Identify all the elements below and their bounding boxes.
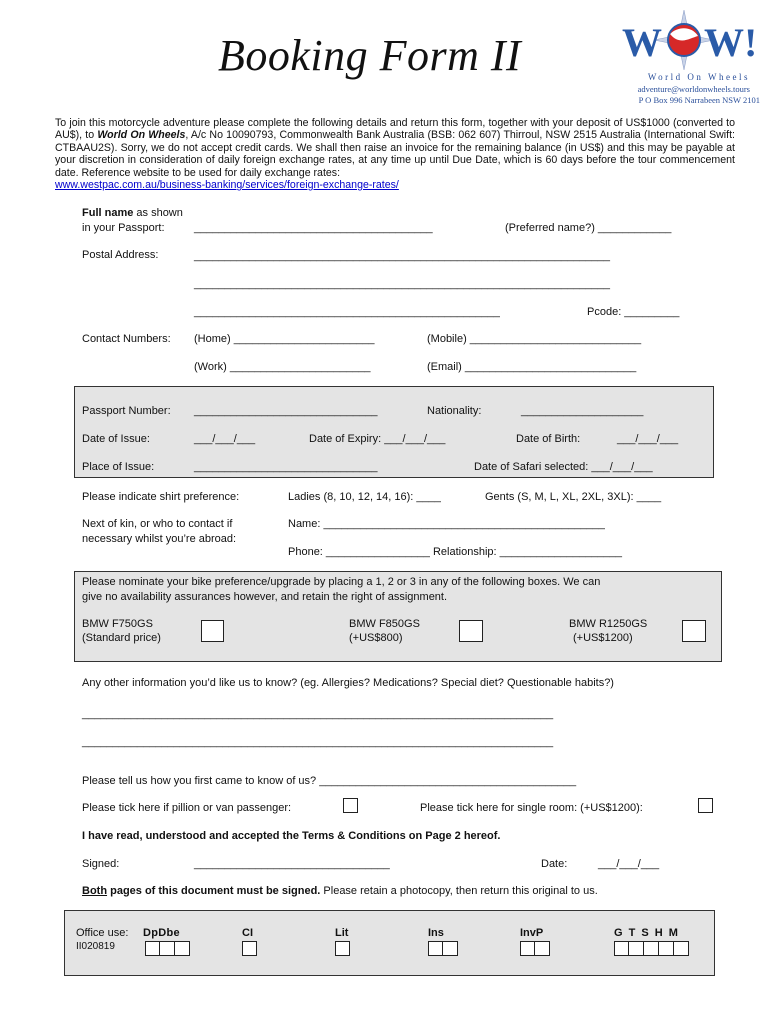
place-of-issue-label: Place of Issue: (82, 461, 155, 473)
office-t-checkbox[interactable] (628, 941, 644, 956)
postal-address-line-1[interactable]: ____________________________________________________________________ (194, 250, 611, 262)
office-inv-checkbox[interactable] (520, 941, 535, 956)
bike-f850gs-checkbox[interactable] (459, 620, 483, 642)
svg-text:W: W (622, 20, 662, 65)
home-phone-field[interactable]: (Home) _______________________ (194, 333, 375, 345)
other-info-line-1[interactable]: _____________________________________________________________________________ (82, 708, 554, 720)
office-p-checkbox[interactable] (534, 941, 550, 956)
place-of-issue-field[interactable]: ______________________________ (194, 461, 378, 473)
date-of-issue-label: Date of Issue: (82, 433, 150, 445)
bike-instruction-1: Please nominate your bike preference/upgrade by placing a 1, 2 or 3 in any of the following boxes. We can (82, 576, 601, 588)
company-logo (612, 8, 762, 108)
fullname-field[interactable]: _______________________________________ (194, 222, 433, 234)
svg-text:W!: W! (704, 20, 758, 65)
passport-number-field[interactable]: ______________________________ (194, 405, 378, 417)
logo-email: adventure@worldonwheels.tours (637, 84, 750, 94)
exchange-rate-link[interactable]: www.westpac.com.au/business-banking/services/foreign-exchange-rates/ (55, 179, 399, 192)
office-use-label: Office use: (76, 927, 129, 939)
next-of-kin-label: Next of kin, or who to contact if (82, 518, 233, 530)
postal-address-line-2[interactable]: ____________________________________________________________________ (194, 278, 611, 290)
bike-f750gs-checkbox[interactable] (201, 620, 224, 642)
office-field-label: InvP (520, 927, 544, 939)
office-e-checkbox[interactable] (174, 941, 190, 956)
office-field-label: Lit (335, 927, 349, 939)
mobile-phone-field[interactable]: (Mobile) ____________________________ (427, 333, 642, 345)
office-field-label: Ins (428, 927, 444, 939)
signature-date-field[interactable]: ___/___/___ (598, 858, 660, 870)
single-room-checkbox[interactable] (698, 798, 713, 813)
office-lit-checkbox[interactable] (335, 941, 350, 956)
pcode-field[interactable]: Pcode: _________ (587, 306, 680, 318)
contact-numbers-label: Contact Numbers: (82, 333, 171, 345)
fullname-label-2: in your Passport: (82, 222, 165, 234)
declaration-text: I have read, understood and accepted the Terms & Conditions on Page 2 hereof. (82, 830, 501, 842)
office-ins-2-checkbox[interactable] (442, 941, 458, 956)
kin-name-field[interactable]: Name: ______________________________________________ (288, 518, 605, 530)
next-of-kin-label-2: necessary whilst you’re abroad: (82, 533, 237, 545)
nationality-label: Nationality: (427, 405, 482, 417)
how-heard-field[interactable]: Please tell us how you first came to know of us? __________________________________________ (82, 775, 577, 787)
kin-phone-field[interactable]: Phone: _________________ Relationship: ____________________ (288, 546, 622, 558)
intro-company: World On Wheels (97, 129, 186, 142)
bike-instruction-2: give no availability assurances however, and retain the right of assignment. (82, 591, 448, 603)
office-field-label: G T S H M (614, 927, 680, 939)
shirt-ladies-field[interactable]: Ladies (8, 10, 12, 14, 16): ____ (288, 491, 441, 503)
other-info-line-2[interactable]: _____________________________________________________________________________ (82, 736, 554, 748)
intro-text-2: , A/c No 10090793, Commonwealth Bank Australia (BSB: 062 607) Thirroul, NSW 2515 Australia (International Swift: CTBAAU2S). Sorry, we do not accept credit cards. We shall then raise an invoice for the remaining balance (in US$) and this may be payable at your discretion in consideration of daily foreign exchange rates, at any time up until Due Date, which is 60 days before the tour commencement date. Reference website to be used for daily exchange rates: (55, 129, 735, 179)
office-dp-checkbox[interactable] (145, 941, 160, 956)
page-title: Booking Form II (218, 31, 522, 80)
wow-logo-icon (612, 8, 762, 78)
bike-option-price: (Standard price) (82, 632, 161, 644)
passport-number-label: Passport Number: (82, 405, 171, 417)
signed-label: Signed: (82, 858, 120, 870)
logo-name: World On Wheels (647, 72, 750, 82)
nationality-field[interactable]: ____________________ (521, 405, 644, 417)
bike-option-name: BMW F750GS (82, 618, 153, 630)
date-of-expiry-field[interactable]: Date of Expiry: ___/___/___ (309, 433, 446, 445)
bike-option-price: (+US$800) (349, 632, 403, 644)
bike-option-price: (+US$1200) (573, 632, 633, 644)
office-ins-1-checkbox[interactable] (428, 941, 443, 956)
fullname-label: Full name as shown (82, 207, 183, 219)
pillion-checkbox[interactable] (343, 798, 358, 813)
office-m-checkbox[interactable] (673, 941, 689, 956)
shirt-preference-label: Please indicate shirt preference: (82, 491, 240, 503)
bike-option-name: BMW F850GS (349, 618, 420, 630)
date-of-birth-field[interactable]: ___/___/___ (617, 433, 679, 445)
office-h-checkbox[interactable] (658, 941, 674, 956)
shirt-gents-field[interactable]: Gents (S, M, L, XL, 2XL, 3XL): ____ (485, 491, 662, 503)
office-field-label: CI (242, 927, 253, 939)
date-of-birth-label: Date of Birth: (516, 433, 581, 445)
pillion-label: Please tick here if pillion or van passenger: (82, 802, 292, 814)
safari-date-field[interactable]: Date of Safari selected: ___/___/___ (474, 461, 653, 473)
office-field-label: DpDbe (143, 927, 180, 939)
bike-r1250gs-checkbox[interactable] (682, 620, 706, 642)
date-label: Date: (541, 858, 568, 870)
date-of-issue-field[interactable]: ___/___/___ (194, 433, 256, 445)
logo-address: P O Box 996 Narrabeen NSW 2101 (638, 95, 760, 105)
office-s-checkbox[interactable] (643, 941, 659, 956)
intro-paragraph (55, 117, 735, 191)
office-db-checkbox[interactable] (159, 941, 175, 956)
work-phone-field[interactable]: (Work) _______________________ (194, 361, 371, 373)
postal-address-label: Postal Address: (82, 249, 159, 261)
office-g-checkbox[interactable] (614, 941, 629, 956)
intro-text-1: To join this motorcycle adventure please complete the following details and return this form, together with your deposit of US$1000 (converted to AU$), to (55, 117, 735, 142)
office-ci-checkbox[interactable] (242, 941, 257, 956)
both-pages-note: Both pages of this document must be signed. Please retain a photocopy, then return this original to us. (82, 885, 598, 897)
bike-option-name: BMW R1250GS (569, 618, 648, 630)
other-info-question: Any other information you’d like us to know? (eg. Allergies? Medications? Special diet? Questionable habits?) (82, 677, 614, 689)
preferred-name-field[interactable]: (Preferred name?) ____________ (505, 222, 672, 234)
single-room-label: Please tick here for single room: (+US$1200): (420, 802, 643, 814)
signature-field[interactable]: ________________________________ (194, 858, 390, 870)
postal-address-line-3[interactable]: __________________________________________________ (194, 306, 500, 318)
form-code: II020819 (76, 941, 115, 952)
email-field[interactable]: (Email) ____________________________ (427, 361, 637, 373)
